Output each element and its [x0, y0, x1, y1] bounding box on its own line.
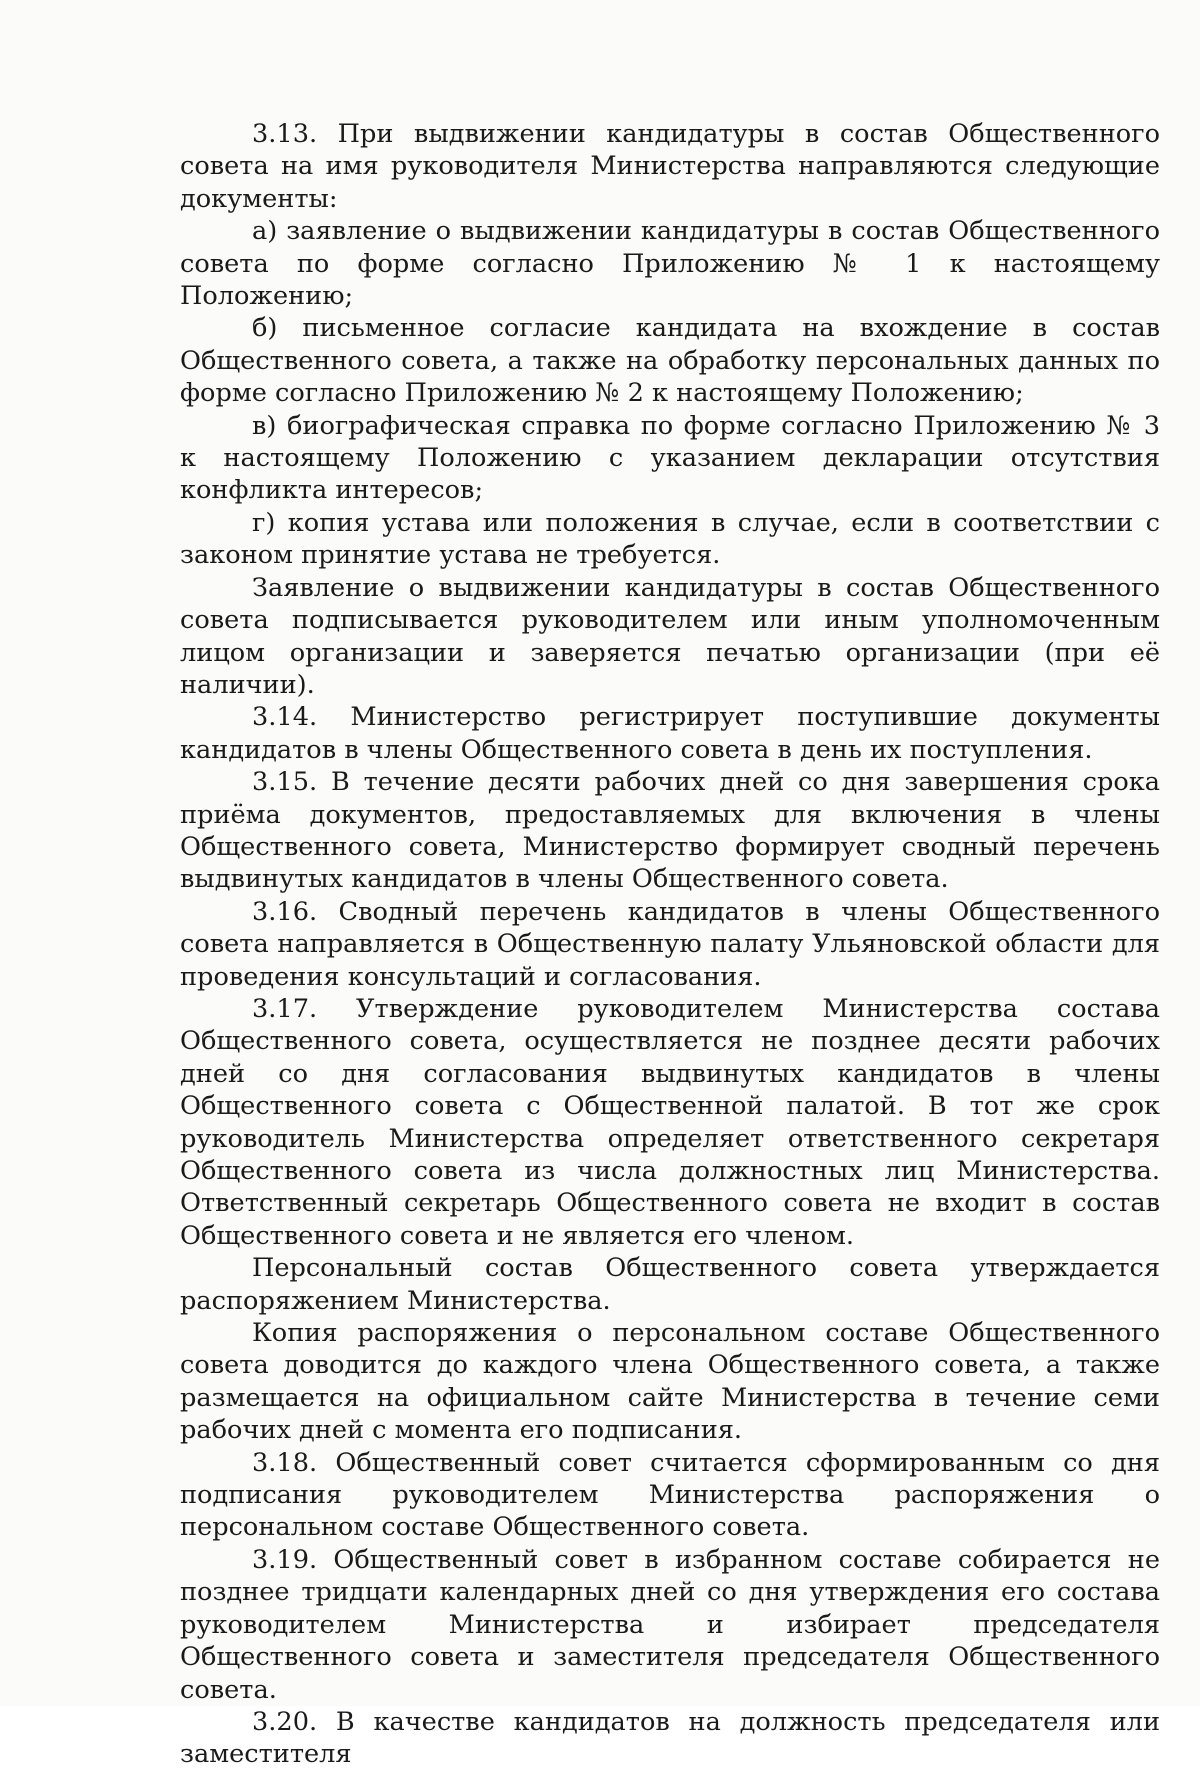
paragraph-3-15: 3.15. В течение десяти рабочих дней со дня завершения срока приёма документов, предоставляемых для включения в члены Общественного совета, Министерство формирует сводный перечень выдвинутых кандидатов в члены Общественного совета. — [180, 767, 1160, 895]
paragraph-3-16: 3.16. Сводный перечень кандидатов в члены Общественного совета направляется в Общественную палату Ульяновской области для проведения консультаций и согласования. — [180, 896, 1160, 992]
paragraph-3-13: 3.13. При выдвижении кандидатуры в состав Общественного совета на имя руководителя Министерства направляются следующие документы: — [180, 119, 1160, 214]
paragraph-application-signature: Заявление о выдвижении кандидатуры в состав Общественного совета подписывается руководителем или иным уполномоченным лицом организации и заверяется печатью организации (при её наличии). — [180, 572, 1160, 700]
list-item-v: в) биографическая справка по форме согласно Приложению № 3 к настоящему Положению с указанием декларации отсутствия конфликта интересов; — [180, 410, 1160, 506]
paragraph-3-19: 3.19. Общественный совет в избранном составе собирается не позднее тридцати календарных дней со дня утверждения его состава руководителем Министерства и избирает председателя Общественного совета и заместителя председателя Общественного совета. — [180, 1544, 1160, 1705]
paragraph-3-14: 3.14. Министерство регистрирует поступившие документы кандидатов в члены Общественного совета в день их поступления. — [180, 702, 1160, 765]
list-item-b: б) письменное согласие кандидата на вхождение в состав Общественного совета, а также на обработку персональных данных по форме согласно Приложению № 2 к настоящему Положению; — [180, 313, 1160, 409]
document-body — [180, 118, 1160, 1771]
list-item-g: г) копия устава или положения в случае, если в соответствии с законом принятие устава не требуется. — [180, 507, 1160, 571]
paragraph-order-copy: Копия распоряжения о персональном составе Общественного совета доводится до каждого члена Общественного совета, а также размещается на официальном сайте Министерства в течение семи рабочих дней с момента его подписания. — [180, 1318, 1160, 1446]
paragraph-3-20: 3.20. В качестве кандидатов на должность председателя или заместителя — [180, 1706, 1160, 1770]
paragraph-personal-composition: Персональный состав Общественного совета утверждается распоряжением Министерства. — [180, 1253, 1160, 1316]
paragraph-3-17: 3.17. Утверждение руководителем Министерства состава Общественного совета, осуществляется не позднее десяти рабочих дней со дня согласования выдвинутых кандидатов в члены Общественного совета с Общественной палатой. В тот же срок руководитель Министерства определяет ответственного секретаря Общественного совета из числа должностных лиц Министерства. Ответственный секретарь Общественного совета не входит в состав Общественного совета и не является его членом. — [180, 993, 1160, 1251]
paragraph-3-18: 3.18. Общественный совет считается сформированным со дня подписания руководителем Министерства распоряжения о персональном составе Общественного совета. — [180, 1447, 1160, 1543]
list-item-a: а) заявление о выдвижении кандидатуры в состав Общественного совета по форме согласно Приложению № 1 к настоящему Положению; — [180, 216, 1160, 312]
